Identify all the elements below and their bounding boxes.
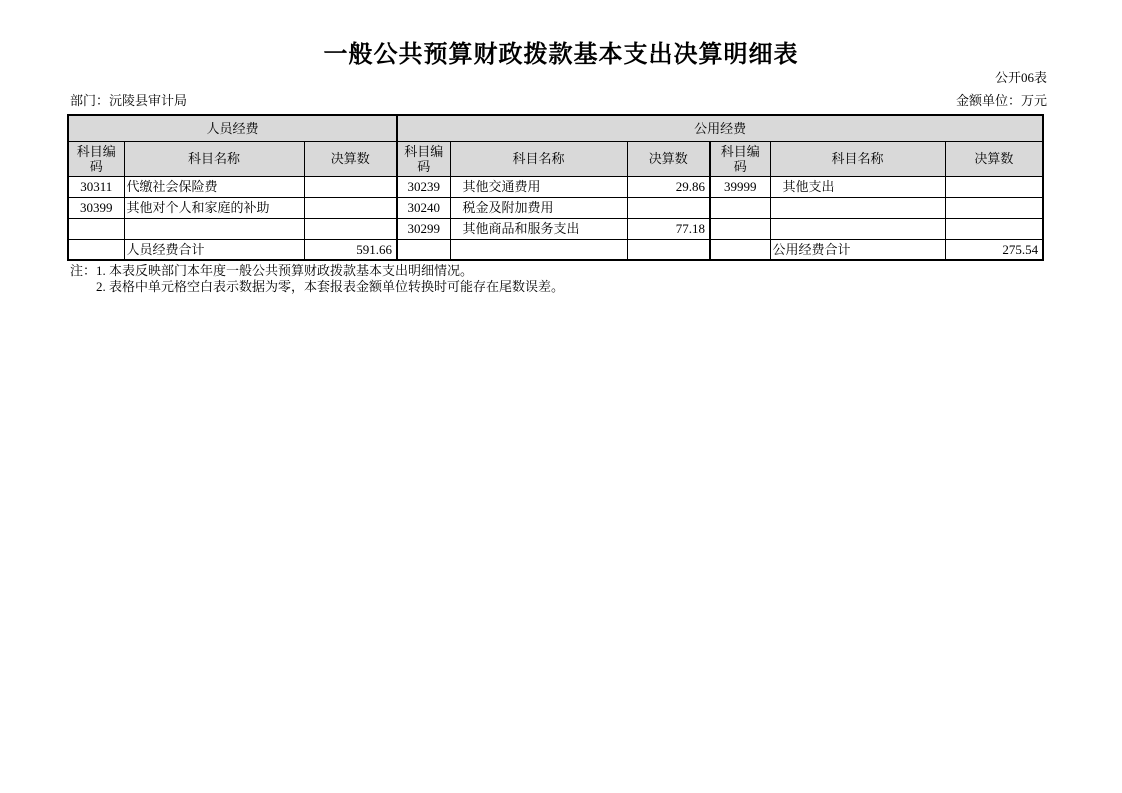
cell-subject-code: 30311 bbox=[68, 176, 124, 197]
cell-subject-name: 其他交通费用 bbox=[450, 176, 627, 197]
notes bbox=[70, 263, 564, 295]
cell-amount bbox=[627, 239, 710, 260]
page-title: 一般公共预算财政拨款基本支出决算明细表 bbox=[323, 42, 799, 68]
cell-subject-name bbox=[450, 239, 627, 260]
cell-subject-code: 39999 bbox=[710, 176, 770, 197]
header-final-amount-1: 决算数 bbox=[304, 141, 397, 176]
totals-row bbox=[68, 239, 1043, 260]
cell-subject-code: 30399 bbox=[68, 197, 124, 218]
cell-subject-name: 代缴社会保险费 bbox=[124, 176, 304, 197]
note-1-text: 1. 本表反映部门本年度一般公共预算财政拨款基本支出明细情况。 bbox=[96, 263, 474, 278]
personnel-total-label: 人员经费合计 bbox=[124, 239, 304, 260]
cell-subject-code bbox=[710, 197, 770, 218]
cell-subject-code: 30240 bbox=[397, 197, 450, 218]
personnel-total-amount: 591.66 bbox=[304, 239, 397, 260]
header-subject-code-2 bbox=[397, 141, 450, 176]
cell-subject-name: 税金及附加费用 bbox=[450, 197, 627, 218]
cell-subject-code bbox=[68, 239, 124, 260]
expenditure-detail-table bbox=[67, 114, 1044, 261]
cell-amount bbox=[304, 176, 397, 197]
cell-amount: 29.86 bbox=[627, 176, 710, 197]
cell-subject-name: 其他商品和服务支出 bbox=[450, 218, 627, 239]
cell-amount bbox=[945, 218, 1043, 239]
unit-label: 金额单位：万元 bbox=[955, 93, 1047, 108]
group-header-public-funds: 公用经费 bbox=[397, 115, 1043, 141]
cell-subject-name bbox=[770, 197, 945, 218]
cell-subject-code bbox=[710, 218, 770, 239]
cell-subject-code bbox=[397, 239, 450, 260]
table-row bbox=[68, 176, 1043, 197]
cell-subject-code: 30299 bbox=[397, 218, 450, 239]
department-label: 部门：沅陵县审计局 bbox=[70, 93, 188, 108]
cell-subject-code bbox=[68, 218, 124, 239]
header-subject-code-3 bbox=[710, 141, 770, 176]
cell-amount bbox=[945, 176, 1043, 197]
header-subject-code-3-text: 科目编码 bbox=[720, 143, 760, 174]
header-subject-name-3: 科目名称 bbox=[770, 141, 945, 176]
header-subject-name-1: 科目名称 bbox=[124, 141, 304, 176]
cell-subject-code bbox=[710, 239, 770, 260]
public-total-amount: 275.54 bbox=[945, 239, 1043, 260]
note-prefix: 注： bbox=[70, 263, 97, 278]
cell-amount bbox=[627, 197, 710, 218]
cell-amount: 77.18 bbox=[627, 218, 710, 239]
table-row bbox=[68, 197, 1043, 218]
table-code-label: 公开06表 bbox=[994, 70, 1047, 85]
header-subject-name-2: 科目名称 bbox=[450, 141, 627, 176]
group-header-personnel-funds: 人员经费 bbox=[68, 115, 397, 141]
header-subject-code-2-text: 科目编码 bbox=[404, 143, 444, 174]
public-total-label: 公用经费合计 bbox=[770, 239, 945, 260]
cell-subject-name: 其他对个人和家庭的补助 bbox=[124, 197, 304, 218]
header-subject-code-1-text: 科目编码 bbox=[76, 143, 116, 174]
header-final-amount-2: 决算数 bbox=[627, 141, 710, 176]
group-header-row bbox=[68, 115, 1043, 141]
cell-amount bbox=[304, 197, 397, 218]
cell-amount bbox=[304, 218, 397, 239]
column-header-row bbox=[68, 141, 1043, 176]
cell-subject-name: 其他支出 bbox=[770, 176, 945, 197]
cell-subject-code: 30239 bbox=[397, 176, 450, 197]
note-1 bbox=[70, 263, 564, 279]
header-final-amount-3: 决算数 bbox=[945, 141, 1043, 176]
note-2: 2. 表格中单元格空白表示数据为零，本套报表金额单位转换时可能存在尾数误差。 bbox=[96, 279, 565, 294]
table-row bbox=[68, 218, 1043, 239]
cell-amount bbox=[945, 197, 1043, 218]
header-subject-code-1 bbox=[68, 141, 124, 176]
cell-subject-name bbox=[770, 218, 945, 239]
cell-subject-name bbox=[124, 218, 304, 239]
